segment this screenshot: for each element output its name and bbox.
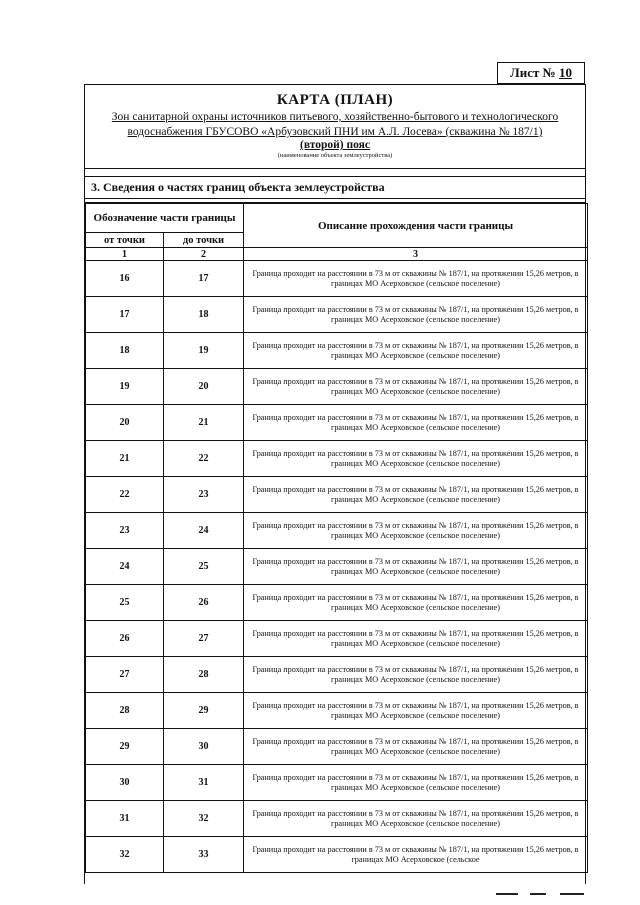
point-from-cell: 29 [86, 729, 164, 765]
zone-label: (второй) пояс [300, 139, 370, 151]
table-row [86, 549, 588, 585]
point-to-cell: 26 [164, 585, 244, 621]
point-to-cell: 23 [164, 477, 244, 513]
description-cell: Граница проходит на расстоянии в 73 м от скважины № 187/1, на протяжении 15,26 метров, в границах МО Асерховское (сельское поселение) [244, 405, 588, 441]
point-from-cell: 22 [86, 477, 164, 513]
table-row [86, 837, 588, 873]
description-cell: Граница проходит на расстоянии в 73 м от скважины № 187/1, на протяжении 15,26 метров, в границах МО Асерховское (сельское поселение) [244, 513, 588, 549]
point-to-cell: 22 [164, 441, 244, 477]
table-row [86, 765, 588, 801]
point-from-cell: 18 [86, 333, 164, 369]
description-cell: Граница проходит на расстоянии в 73 м от скважины № 187/1, на протяжении 15,26 метров, в границах МО Асерховское (сельское поселение) [244, 729, 588, 765]
table-row [86, 369, 588, 405]
table-row [86, 477, 588, 513]
point-from-cell: 23 [86, 513, 164, 549]
table-row [86, 657, 588, 693]
table-row [86, 729, 588, 765]
point-from-cell: 19 [86, 369, 164, 405]
sheet-number: 10 [558, 65, 572, 80]
table-row [86, 333, 588, 369]
boundary-table [85, 203, 588, 873]
table-row [86, 297, 588, 333]
point-to-cell: 28 [164, 657, 244, 693]
description-cell: Граница проходит на расстоянии в 73 м от скважины № 187/1, на протяжении 15,26 метров, в границах МО Асерховское (сельское поселение) [244, 657, 588, 693]
point-from-cell: 28 [86, 693, 164, 729]
point-to-cell: 25 [164, 549, 244, 585]
table-row [86, 621, 588, 657]
col-to-header: до точки [164, 233, 244, 248]
description-cell: Граница проходит на расстоянии в 73 м от скважины № 187/1, на протяжении 15,26 метров, в границах МО Асерховское (сельское поселение) [244, 369, 588, 405]
section-title: 3. Сведения о частях границ объекта землеустройства [85, 177, 585, 199]
col-desc-header: Описание прохождения части границы [244, 204, 588, 248]
col-number-1: 1 [86, 248, 164, 261]
point-from-cell: 20 [86, 405, 164, 441]
table-row [86, 513, 588, 549]
point-to-cell: 33 [164, 837, 244, 873]
scan-mark [560, 893, 584, 895]
description-cell: Граница проходит на расстоянии в 73 м от скважины № 187/1, на протяжении 15,26 метров, в границах МО Асерховское (сельское поселение) [244, 585, 588, 621]
document-frame [84, 84, 586, 884]
point-from-cell: 32 [86, 837, 164, 873]
description-cell: Граница проходит на расстоянии в 73 м от скважины № 187/1, на протяжении 15,26 метров, в границах МО Асерховское (сельское поселение) [244, 333, 588, 369]
point-to-cell: 24 [164, 513, 244, 549]
description-cell: Граница проходит на расстоянии в 73 м от скважины № 187/1, на протяжении 15,26 метров, в границах МО Асерховское (сельское поселение) [244, 801, 588, 837]
point-to-cell: 20 [164, 369, 244, 405]
point-from-cell: 16 [86, 261, 164, 297]
sheet-number-box [497, 62, 585, 84]
point-to-cell: 21 [164, 405, 244, 441]
point-to-cell: 29 [164, 693, 244, 729]
scan-mark [496, 893, 518, 895]
table-row [86, 441, 588, 477]
point-from-cell: 21 [86, 441, 164, 477]
sheet-label: Лист № [510, 65, 556, 80]
description-cell: Граница проходит на расстоянии в 73 м от скважины № 187/1, на протяжении 15,26 метров, в границах МО Асерховское (сельское поселение) [244, 441, 588, 477]
point-from-cell: 31 [86, 801, 164, 837]
col-from-header: от точки [86, 233, 164, 248]
point-from-cell: 26 [86, 621, 164, 657]
point-from-cell: 25 [86, 585, 164, 621]
document-title: КАРТА (ПЛАН) [276, 92, 394, 108]
table-row [86, 405, 588, 441]
table-row [86, 585, 588, 621]
point-from-cell: 30 [86, 765, 164, 801]
point-from-cell: 17 [86, 297, 164, 333]
point-to-cell: 31 [164, 765, 244, 801]
point-to-cell: 32 [164, 801, 244, 837]
header-gap [85, 169, 585, 177]
description-cell: Граница проходит на расстоянии в 73 м от скважины № 187/1, на протяжении 15,26 метров, в границах МО Асерховское (сельское поселение) [244, 549, 588, 585]
document-subtitle-line2: водоснабжения ГБУСОВО «Арбузовский ПНИ им А.Л. Лосева» (скважина № 187/1) [127, 126, 543, 138]
description-cell: Граница проходит на расстоянии в 73 м от скважины № 187/1, на протяжении 15,26 метров, в границах МО Асерховское (сельское поселение) [244, 765, 588, 801]
description-cell: Граница проходит на расстоянии в 73 м от скважины № 187/1, на протяжении 15,26 метров, в границах МО Асерховское (сельское [244, 837, 588, 873]
table-row [86, 693, 588, 729]
table-row [86, 801, 588, 837]
col-group-header: Обозначение части границы [86, 204, 244, 233]
point-to-cell: 17 [164, 261, 244, 297]
description-cell: Граница проходит на расстоянии в 73 м от скважины № 187/1, на протяжении 15,26 метров, в границах МО Асерховское (сельское поселение) [244, 297, 588, 333]
point-to-cell: 19 [164, 333, 244, 369]
scan-mark [530, 893, 546, 895]
point-from-cell: 24 [86, 549, 164, 585]
description-cell: Граница проходит на расстоянии в 73 м от скважины № 187/1, на протяжении 15,26 метров, в границах МО Асерховское (сельское поселение) [244, 693, 588, 729]
point-to-cell: 30 [164, 729, 244, 765]
description-cell: Граница проходит на расстоянии в 73 м от скважины № 187/1, на протяжении 15,26 метров, в границах МО Асерховское (сельское поселение) [244, 477, 588, 513]
object-caption: (наименование объекта землеустройства) [277, 152, 393, 159]
point-to-cell: 18 [164, 297, 244, 333]
document-header [85, 85, 585, 169]
table-row [86, 261, 588, 297]
col-number-3: 3 [244, 248, 588, 261]
col-number-2: 2 [164, 248, 244, 261]
point-from-cell: 27 [86, 657, 164, 693]
point-to-cell: 27 [164, 621, 244, 657]
document-subtitle-line1: Зон санитарной охраны источников питьевого, хозяйственно-бытового и технологического [111, 111, 559, 123]
description-cell: Граница проходит на расстоянии в 73 м от скважины № 187/1, на протяжении 15,26 метров, в границах МО Асерховское (сельское поселение) [244, 261, 588, 297]
description-cell: Граница проходит на расстоянии в 73 м от скважины № 187/1, на протяжении 15,26 метров, в границах МО Асерховское (сельское поселение) [244, 621, 588, 657]
